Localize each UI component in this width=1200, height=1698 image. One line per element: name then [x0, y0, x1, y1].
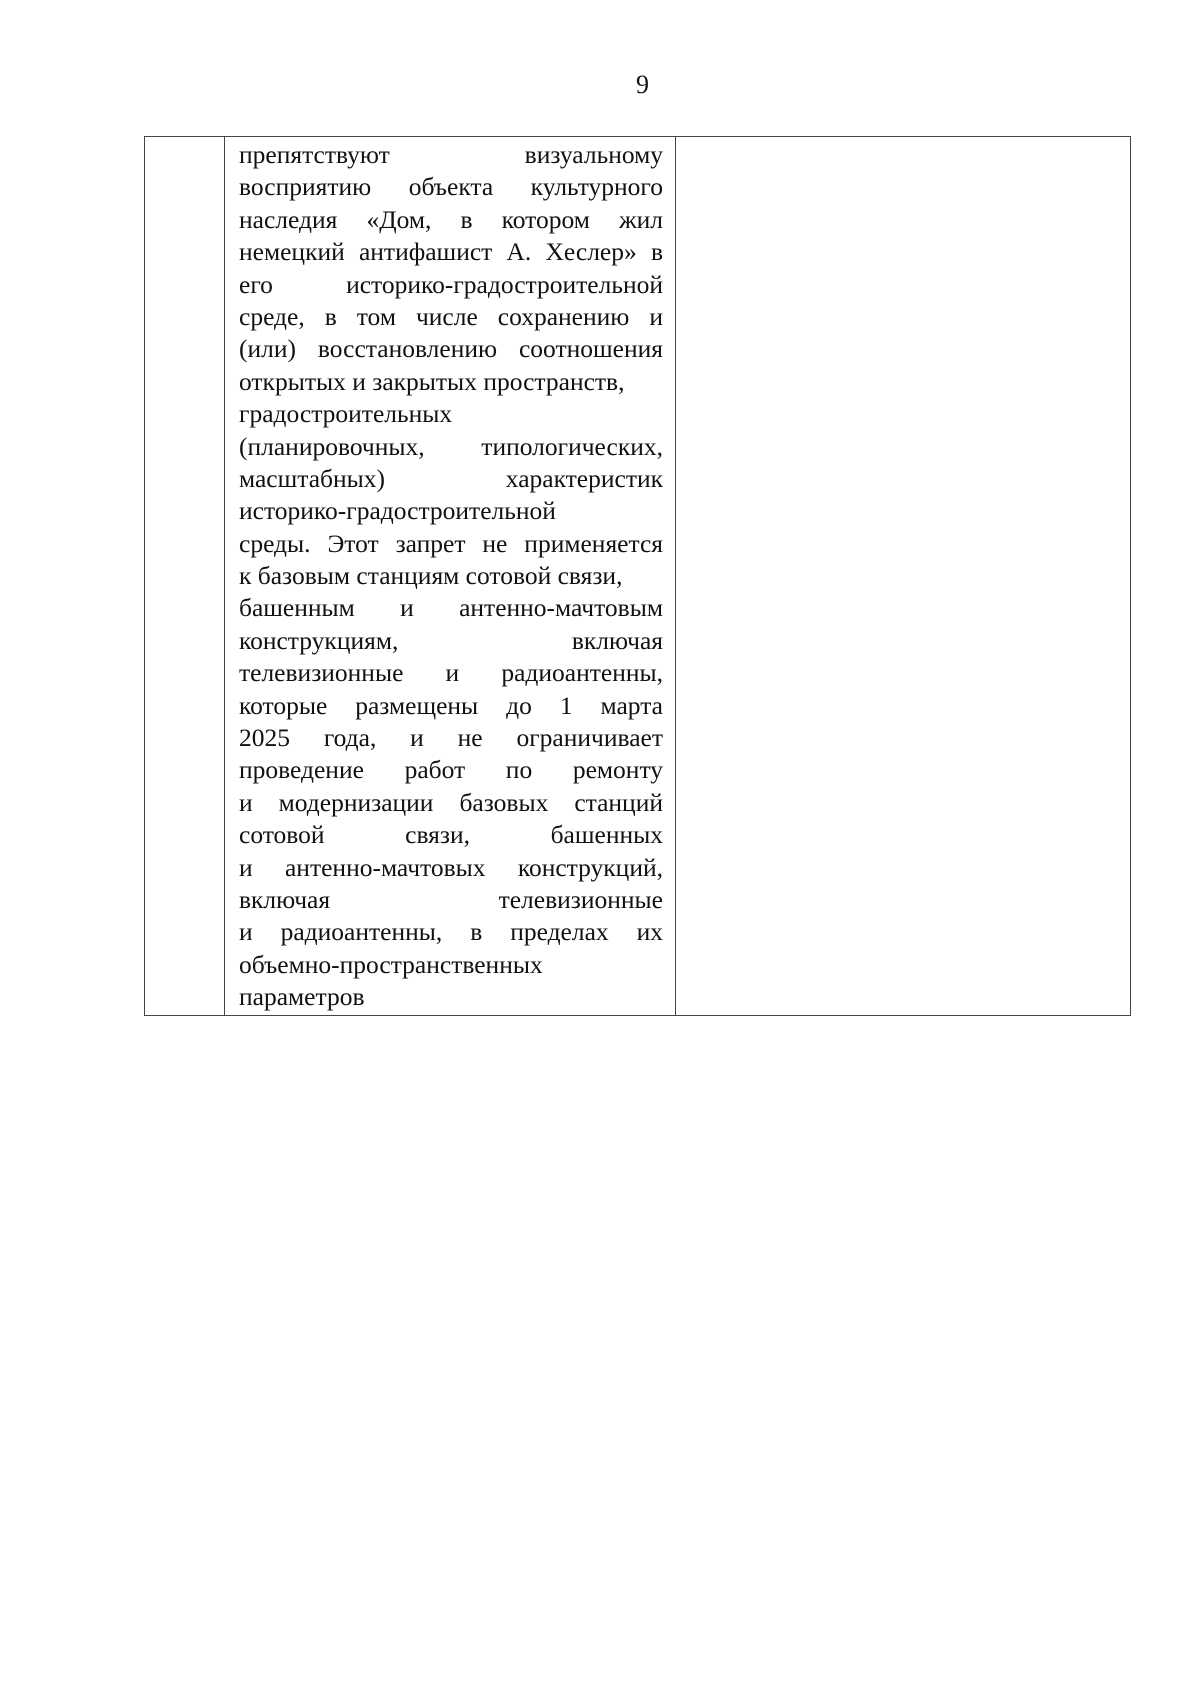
text-line: препятствуют визуальному — [239, 140, 663, 169]
text-line: наследия «Дом, в котором жил — [239, 204, 663, 234]
requirement-text-cell — [225, 137, 676, 1016]
requirement-text — [225, 137, 675, 1014]
text-line: историко-градостроительной — [239, 496, 556, 526]
text-line: немецкий антифашист А. Хеслер» в — [239, 237, 663, 267]
text-line: телевизионные и радиоантенны, — [239, 658, 663, 688]
text-line: конструкциям, включая — [239, 625, 663, 655]
text-line: 2025 года, и не ограничивает — [239, 723, 663, 753]
text-line: масштабных) характеристик — [239, 463, 663, 493]
text-line: башенным и антенно-мачтовым — [239, 593, 663, 623]
text-line: включая телевизионные — [239, 884, 663, 914]
text-line: среде, в том числе сохранению и — [239, 301, 663, 331]
note-cell — [676, 137, 1131, 1016]
text-line: открытых и закрытых пространств, — [239, 366, 625, 396]
text-line: градостроительных — [239, 399, 453, 429]
row-number-cell — [145, 137, 225, 1016]
text-line: сотовой связи, башенных — [239, 820, 663, 850]
text-line: объемно-пространственных — [239, 949, 543, 979]
page-number: 9 — [636, 70, 649, 99]
text-line: проведение работ по ремонту — [239, 755, 663, 785]
text-line: (или) восстановлению соотношения — [239, 334, 663, 364]
text-line: параметров — [239, 982, 365, 1012]
text-line: и радиоантенны, в пределах их — [239, 917, 663, 947]
text-line: к базовым станциям сотовой связи, — [239, 561, 623, 591]
table-row — [145, 137, 1131, 1016]
regulation-table — [144, 136, 1131, 1016]
text-line: восприятию объекта культурного — [239, 172, 663, 202]
text-line: и модернизации базовых станций — [239, 787, 663, 817]
text-line: которые размещены до 1 марта — [239, 690, 663, 720]
text-line: его историко-градостроительной — [239, 269, 663, 299]
text-line: и антенно-мачтовых конструкций, — [239, 852, 663, 882]
text-line: среды. Этот запрет не применяется — [239, 528, 663, 558]
text-line: (планировочных, типологических, — [239, 431, 663, 461]
